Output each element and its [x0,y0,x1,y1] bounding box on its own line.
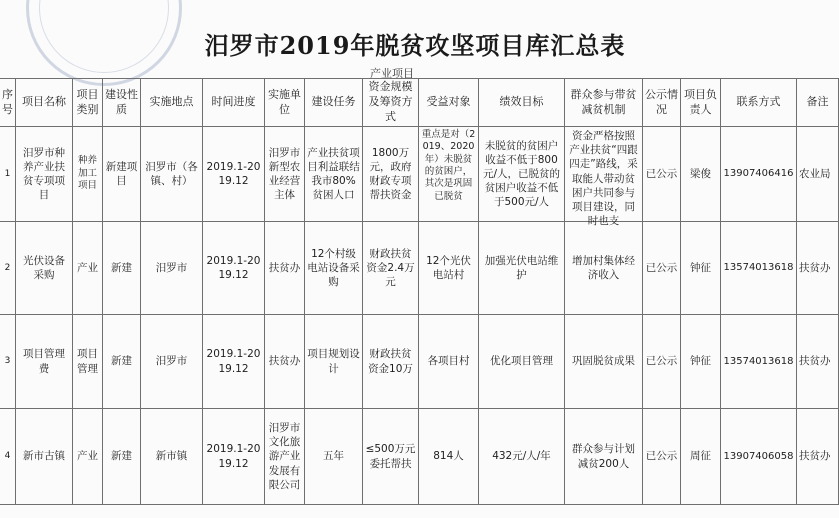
header-cell: 项目名称 [16,79,73,127]
remark: 扶贫办 [797,222,839,315]
publicity-status: 已公示 [643,127,681,222]
row-number: 3 [0,315,16,409]
publicity-status: 已公示 [643,315,681,409]
funding: 财政扶贫资金2.4万元 [363,222,419,315]
location: 汨罗市 [141,315,203,409]
beneficiary-text: 重点是对（2019、2020年）未脱贫的贫困户，其次是巩固已脱贫 [421,129,476,202]
construction-task: 产业扶贫项目利益联结我市80%贫困人口 [305,127,363,222]
project-leader: 周征 [681,409,721,505]
location: 汨罗市（各镇、村） [141,127,203,222]
header-cell: 实施单位 [265,79,305,127]
project-name: 新市古镇 [16,409,73,505]
construction-task: 项目规划设计 [305,315,363,409]
header-cell: 群众参与带贫减贫机制 [565,79,643,127]
project-leader: 钟征 [681,315,721,409]
row-number: 1 [0,127,16,222]
construction-nature: 新建 [103,409,141,505]
contact-phone: 13574013618 [721,222,797,315]
funding: ≤500万元委托帮扶 [363,409,419,505]
implementing-unit: 扶贫办 [265,222,305,315]
table-header-row [0,79,839,127]
funding: 财政扶贫资金10万 [363,315,419,409]
table-row [0,127,839,222]
row-number: 2 [0,222,16,315]
schedule: 2019.1-2019.12 [203,127,265,222]
table-row [0,409,839,505]
construction-nature: 新建 [103,222,141,315]
header-cell: 时间进度 [203,79,265,127]
schedule: 2019.1-2019.12 [203,315,265,409]
header-cell: 受益对象 [419,79,479,127]
schedule: 2019.1-2019.12 [203,222,265,315]
header-cell: 公示情况 [643,79,681,127]
project-category: 产业 [73,409,103,505]
header-cell: 项目负责人 [681,79,721,127]
performance-goal: 优化项目管理 [479,315,565,409]
schedule: 2019.1-2019.12 [203,409,265,505]
header-cell: 备注 [797,79,839,127]
location: 汨罗市 [141,222,203,315]
header-cell: 绩效目标 [479,79,565,127]
project-name: 项目管理费 [16,315,73,409]
beneficiary: 各项目村 [419,315,479,409]
project-name: 光伏设备采购 [16,222,73,315]
project-category: 产业 [73,222,103,315]
table-subtitle: 产业项目 [370,67,414,80]
location: 新市镇 [141,409,203,505]
contact-phone: 13907406058 [721,409,797,505]
participation-mechanism: 增加村集体经济收入 [565,222,643,315]
remark: 农业局 [797,127,839,222]
table-row [0,222,839,315]
participation-mechanism: 巩固脱贫成果 [565,315,643,409]
beneficiary [419,127,479,222]
project-leader: 梁俊 [681,127,721,222]
implementing-unit: 汨罗市文化旅游产业发展有限公司 [265,409,305,505]
project-name: 汨罗市种养产业扶贫专项项目 [16,127,73,222]
remark: 扶贫办 [797,315,839,409]
performance-goal: 432元/人/年 [479,409,565,505]
construction-task: 12个村级电站设备采购 [305,222,363,315]
project-leader: 钟征 [681,222,721,315]
performance-goal: 未脱贫的贫困户收益不低于800元/人，已脱贫的贫困户收益不低于500元/人 [479,127,565,222]
construction-task: 五年 [305,409,363,505]
publicity-status: 已公示 [643,222,681,315]
row-number: 4 [0,409,16,505]
header-cell: 联系方式 [721,79,797,127]
table-row [0,315,839,409]
header-cell: 序号 [0,79,16,127]
header-cell: 建设性质 [103,79,141,127]
construction-nature: 新建 [103,315,141,409]
beneficiary: 814人 [419,409,479,505]
header-cell: 资金规模及筹资方式 [363,79,419,127]
beneficiary: 12个光伏电站村 [419,222,479,315]
funding: 1800万元，政府财政专项帮扶资金 [363,127,419,222]
participation-mechanism [565,127,643,228]
header-cell: 实施地点 [141,79,203,127]
project-table [0,78,839,505]
contact-phone: 13907406416 [721,127,797,222]
publicity-status: 已公示 [643,409,681,505]
contact-phone: 13574013618 [721,315,797,409]
participation-mechanism: 群众参与计划减贫200人 [565,409,643,505]
implementing-unit: 汨罗市新型农业经营主体 [265,127,305,222]
project-category: 项目管理 [73,315,103,409]
construction-nature: 新建项目 [103,127,141,222]
remark: 扶贫办 [797,409,839,505]
header-cell: 项目类别 [73,79,103,127]
implementing-unit: 扶贫办 [265,315,305,409]
header-cell: 建设任务 [305,79,363,127]
page-title: 汨罗市2019年脱贫攻坚项目库汇总表 [204,31,626,60]
project-category: 种养加工项目 [73,127,103,222]
performance-goal: 加强光伏电站维护 [479,222,565,315]
mechanism-text: 资金严格按照产业扶贫“四跟四走”路线，采取能人带动贫困户共同参与项目建设，同时也支 [569,130,638,228]
